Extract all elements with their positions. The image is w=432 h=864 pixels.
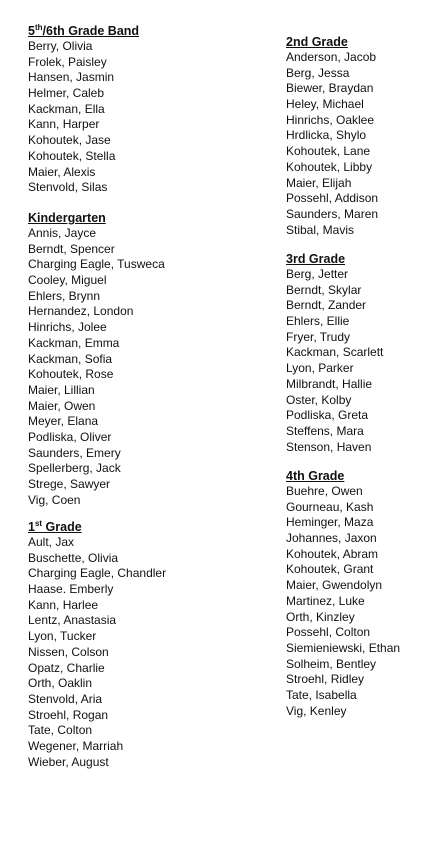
student-name: Berndt, Skylar <box>286 282 362 297</box>
student-name: Orth, Oaklin <box>28 676 93 691</box>
student-name: Heley, Michael <box>286 97 364 112</box>
student-name: Oster, Kolby <box>286 392 352 407</box>
student-name: Kackman, Scarlett <box>286 345 384 360</box>
name-list <box>28 226 165 508</box>
student-name: Strege, Sawyer <box>28 477 111 491</box>
heading-text: Grade <box>42 520 82 534</box>
student-name: Opatz, Charlie <box>28 660 105 675</box>
section-heading <box>28 520 166 535</box>
student-name: Annis, Jayce <box>28 226 97 240</box>
student-name: Berry, Olivia <box>28 39 93 53</box>
student-name: Milbrandt, Hallie <box>286 376 373 391</box>
heading-ordinal: 1 <box>28 520 35 534</box>
student-name: Possehl, Colton <box>286 625 371 640</box>
heading-text: Kindergarten <box>28 211 106 225</box>
student-name: Maier, Owen <box>28 398 96 413</box>
student-name: Tate, Isabella <box>286 687 357 702</box>
heading-text: 2nd Grade <box>286 35 348 49</box>
heading-text: /6th Grade Band <box>42 24 140 38</box>
student-name: Tate, Colton <box>28 723 93 738</box>
section-heading <box>286 469 400 484</box>
student-name: Orth, Kinzley <box>286 609 355 624</box>
student-name: Vig, Kenley <box>286 703 347 718</box>
student-name: Frolek, Paisley <box>28 54 107 69</box>
heading-text: 4th Grade <box>286 469 345 483</box>
section-heading <box>286 252 383 267</box>
student-name: Cooley, Miguel <box>28 273 107 288</box>
heading-ordinal: 5 <box>28 24 35 38</box>
student-name: Buschette, Olivia <box>28 550 119 565</box>
student-name: Kohoutek, Jase <box>28 133 111 148</box>
student-name: Haase. Emberly <box>28 582 114 597</box>
section-1st-grade <box>28 520 166 770</box>
student-name: Kohoutek, Lane <box>286 144 371 159</box>
student-name: Saunders, Maren <box>286 206 379 221</box>
student-name: Helmer, Caleb <box>28 86 105 101</box>
student-name: Kackman, Ella <box>28 101 105 116</box>
student-name: Heminger, Maza <box>286 515 374 530</box>
student-name: Vig, Coen <box>28 492 81 507</box>
name-list <box>286 50 378 238</box>
student-name: Kackman, Emma <box>28 335 120 350</box>
student-name: Ault, Jax <box>28 535 75 549</box>
student-name: Meyer, Elana <box>28 414 99 429</box>
student-name: Podliska, Oliver <box>28 429 112 444</box>
student-name: Ehlers, Brynn <box>28 288 101 303</box>
student-name: Biewer, Braydan <box>286 81 374 96</box>
student-name: Hrdlicka, Shylo <box>286 128 367 143</box>
student-name: Stroehl, Ridley <box>286 672 365 687</box>
student-name: Kohoutek, Libby <box>286 159 373 174</box>
student-name: Kohoutek, Stella <box>28 148 116 163</box>
student-name: Kohoutek, Rose <box>28 367 114 382</box>
student-name: Wieber, August <box>28 754 109 769</box>
student-name: Hinrichs, Oaklee <box>286 112 375 127</box>
student-name: Gourneau, Kash <box>286 499 374 514</box>
student-name: Stenvold, Aria <box>28 691 103 706</box>
student-name: Saunders, Emery <box>28 445 121 460</box>
section-heading <box>286 35 378 50</box>
student-name: Hinrichs, Jolee <box>28 320 107 335</box>
name-list <box>286 267 383 455</box>
student-name: Johannes, Jaxon <box>286 531 377 546</box>
student-name: Berndt, Spencer <box>28 241 115 256</box>
student-name: Spellerberg, Jack <box>28 461 121 476</box>
student-name: Maier, Alexis <box>28 164 96 179</box>
student-name: Ehlers, Ellie <box>286 314 350 329</box>
student-name: Maier, Gwendolyn <box>286 578 383 593</box>
student-name: Hansen, Jasmin <box>28 70 115 85</box>
student-name: Wegener, Marriah <box>28 738 124 753</box>
student-name: Charging Eagle, Tusweca <box>28 257 165 272</box>
student-name: Anderson, Jacob <box>286 50 377 64</box>
student-name: Lyon, Parker <box>286 361 354 376</box>
section-3rd-grade <box>286 252 383 455</box>
student-name: Berg, Jessa <box>286 65 350 80</box>
heading-superscript: th <box>34 23 43 32</box>
student-name: Siemieniewski, Ethan <box>286 640 401 655</box>
student-name: Stibal, Mavis <box>286 222 355 237</box>
student-name: Buehre, Owen <box>286 484 363 498</box>
section-heading <box>28 24 139 39</box>
student-name: Hernandez, London <box>28 304 134 319</box>
name-list <box>286 484 400 719</box>
student-name: Podliska, Greta <box>286 408 369 423</box>
section-kindergarten <box>28 211 165 508</box>
section-5th-6th-grade-band <box>28 24 139 196</box>
student-name: Stroehl, Rogan <box>28 707 109 722</box>
student-name: Kohoutek, Grant <box>286 562 374 577</box>
student-name: Fryer, Trudy <box>286 329 351 344</box>
student-name: Berndt, Zander <box>286 298 367 313</box>
student-name: Possehl, Addison <box>286 191 379 206</box>
section-4th-grade <box>286 469 400 719</box>
student-name: Solheim, Bentley <box>286 656 377 671</box>
student-name: Kackman, Sofia <box>28 351 113 366</box>
student-name: Steffens, Mara <box>286 423 364 438</box>
student-name: Kann, Harper <box>28 117 100 132</box>
student-name: Stenvold, Silas <box>28 180 108 195</box>
student-name: Lentz, Anastasia <box>28 613 117 628</box>
student-name: Maier, Lillian <box>28 382 95 397</box>
student-name: Berg, Jetter <box>286 267 349 281</box>
student-name: Stenson, Haven <box>286 439 372 454</box>
name-list <box>28 535 166 770</box>
section-2nd-grade <box>286 35 378 238</box>
student-name: Charging Eagle, Chandler <box>28 566 167 581</box>
heading-text: 3rd Grade <box>286 252 346 266</box>
student-name: Martinez, Luke <box>286 593 365 608</box>
student-name: Kohoutek, Abram <box>286 546 379 561</box>
student-name: Kann, Harlee <box>28 597 99 612</box>
heading-superscript: st <box>34 519 43 528</box>
section-heading <box>28 211 165 226</box>
student-name: Nissen, Colson <box>28 644 109 659</box>
student-name: Maier, Elijah <box>286 175 352 190</box>
student-name: Lyon, Tucker <box>28 629 97 644</box>
name-list <box>28 39 139 196</box>
